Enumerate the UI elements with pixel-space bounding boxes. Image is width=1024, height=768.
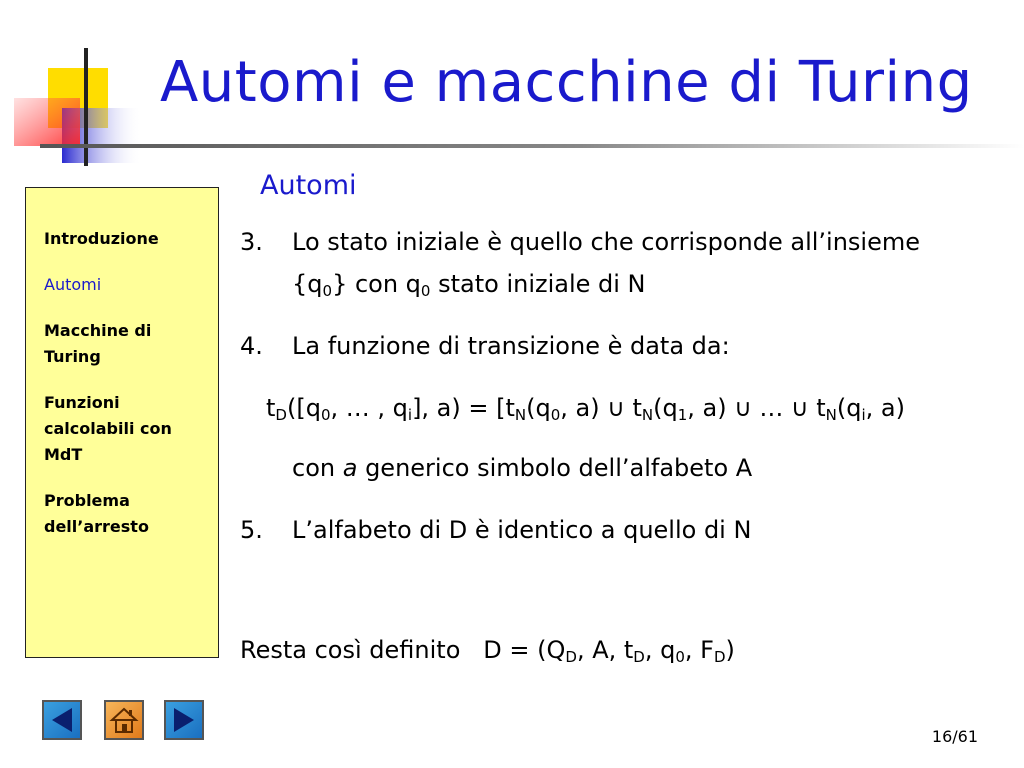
subscript: D	[713, 648, 726, 666]
text-fragment: (q	[526, 394, 551, 422]
subscript: 0	[675, 648, 685, 666]
left-arrow-icon	[44, 702, 80, 738]
sidebar-item-introduzione[interactable]: Introduzione	[44, 229, 159, 248]
transition-formula	[266, 392, 905, 424]
text-fragment: {q	[292, 270, 323, 298]
subscript: 0	[550, 406, 561, 424]
title-divider	[40, 144, 1024, 148]
subscript: D	[275, 406, 287, 424]
text-fragment: t	[266, 394, 276, 422]
text-fragment: stato iniziale di N	[430, 270, 646, 298]
home-icon	[106, 702, 142, 738]
list-item-4	[240, 330, 730, 362]
subscript: D	[565, 648, 577, 666]
home-button[interactable]	[104, 700, 144, 740]
list-text: Lo stato iniziale è quello che corrisponde all’insieme	[292, 228, 920, 256]
sidebar-nav	[25, 187, 219, 658]
symbol-description	[292, 452, 752, 484]
subscript: D	[633, 648, 645, 666]
list-item-3-continuation	[292, 268, 646, 300]
subscript: N	[825, 406, 837, 424]
text-fragment: ([q	[286, 394, 321, 422]
list-text: La funzione di transizione è data da:	[292, 332, 730, 360]
list-text: L’alfabeto di D è identico a quello di N	[292, 516, 752, 544]
list-number: 5.	[240, 516, 263, 544]
text-fragment: , … , q	[330, 394, 408, 422]
text-fragment: , a) ∪ t	[560, 394, 642, 422]
sidebar-item-automi[interactable]: Automi	[44, 275, 102, 294]
text-fragment: , F	[684, 636, 714, 664]
conclusion-line	[240, 634, 735, 666]
subscript: i	[407, 406, 413, 424]
slide-title: Automi e macchine di Turing	[160, 50, 973, 115]
text-fragment: , A, t	[576, 636, 634, 664]
list-item-5	[240, 514, 751, 546]
subscript: N	[641, 406, 654, 424]
variable: a	[342, 454, 358, 482]
subscript: i	[861, 406, 866, 424]
text-fragment: Resta così definito D = (Q	[240, 636, 566, 664]
list-number: 3.	[240, 228, 263, 256]
section-heading: Automi	[260, 170, 357, 201]
text-fragment: } con q	[332, 270, 421, 298]
sidebar-item-macchine-di-turing[interactable]: Macchine di Turing	[44, 321, 152, 366]
subscript: N	[514, 406, 527, 424]
subscript: 0	[322, 282, 333, 300]
text-fragment: , a) ∪ … ∪ t	[687, 394, 826, 422]
list-item-3	[240, 226, 920, 258]
text-fragment: (q	[653, 394, 678, 422]
subscript: 0	[320, 406, 331, 424]
sidebar-item-problema-arresto[interactable]: Problema dell’arresto	[44, 491, 149, 536]
list-number: 4.	[240, 332, 263, 360]
text-fragment: )	[725, 636, 735, 664]
text-fragment: generico simbolo dell’alfabeto A	[357, 454, 753, 482]
text-fragment: , a)	[865, 394, 905, 422]
right-arrow-icon	[166, 702, 202, 738]
page-number: 16/61	[931, 727, 978, 746]
subscript: 1	[677, 406, 688, 424]
previous-slide-button[interactable]	[42, 700, 82, 740]
next-slide-button[interactable]	[164, 700, 204, 740]
subscript: 0	[420, 282, 431, 300]
text-fragment: ], a) = [t	[412, 394, 515, 422]
text-fragment: (q	[836, 394, 862, 422]
sidebar-item-funzioni-calcolabili[interactable]: Funzioni calcolabili con MdT	[44, 393, 172, 464]
text-fragment: , q	[644, 636, 676, 664]
text-fragment: con	[292, 454, 343, 482]
